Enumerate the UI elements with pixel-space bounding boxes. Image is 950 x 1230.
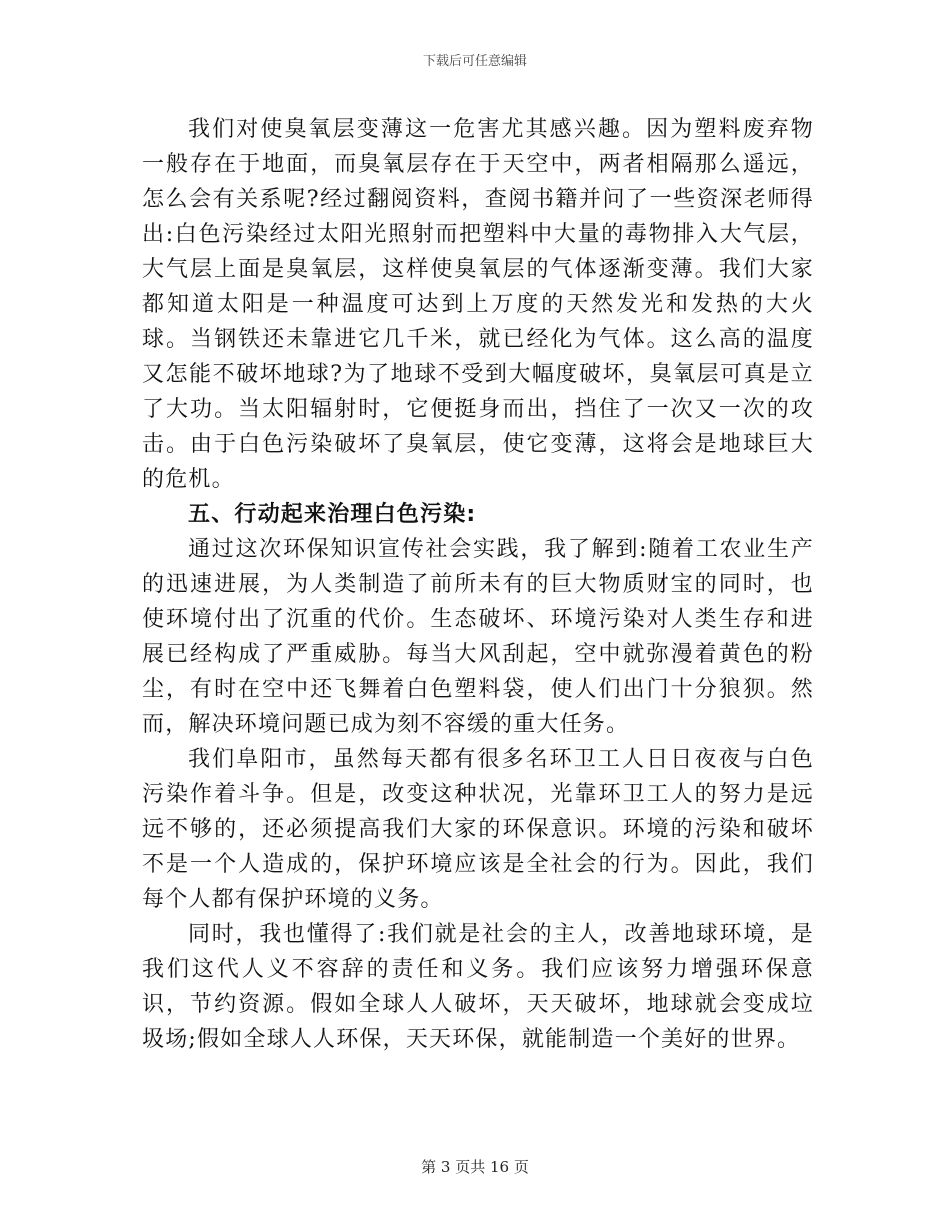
page-footer [0, 1156, 950, 1177]
paragraph-responsibility: 同时，我也懂得了:我们就是社会的主人，改善地球环境，是我们这代人义不容辞的责任和义务。我们应该努力增强环保意识，节约资源。假如全球人人破坏，天天破坏，地球就会变成垃圾场;假如全球人人环保，天天环保，就能制造一个美好的世界。 [142, 922, 814, 1052]
paragraph-fuyang: 我们阜阳市，虽然每天都有很多名环卫工人日日夜夜与白色污染作着斗争。但是，改变这种状况，光靠环卫工人的努力是远远不够的，还必须提高我们大家的环保意识。环境的污染和破坏不是一个人造成的，保护环境应该是全社会的行为。因此，我们每个人都有保护环境的义务。 [142, 747, 814, 912]
section-heading-five: 五、行动起来治理白色污染: [188, 502, 477, 527]
page-number: 第 3 页共 16 页 [421, 1158, 529, 1176]
header-note: 下载后可任意编辑 [422, 54, 527, 69]
page-header [0, 50, 950, 69]
document-body [142, 112, 814, 1057]
paragraph-practice: 通过这次环保知识宣传社会实践，我了解到:随着工农业生产的迅速进展，为人类制造了前所未有的巨大物质财宝的同时，也使环境付出了沉重的代价。生态破坏、环境污染对人类生存和进展已经构成了严重威胁。每当大风刮起，空中就弥漫着黄色的粉尘，有时在空中还飞舞着白色塑料袋，使人们出门十分狼狈。然而，解决环境问题已成为刻不容缓的重大任务。 [142, 537, 814, 737]
paragraph-ozone: 我们对使臭氧层变薄这一危害尤其感兴趣。因为塑料废弃物一般存在于地面，而臭氧层存在于天空中，两者相隔那么遥远，怎么会有关系呢?经过翻阅资料，查阅书籍并问了一些资深老师得出:白色污染经过太阳光照射而把塑料中大量的毒物排入大气层，大气层上面是臭氧层，这样使臭氧层的气体逐渐变薄。我们大家都知道太阳是一种温度可达到上万度的天然发光和发热的大火球。当钢铁还未靠进它几千米，就已经化为气体。这么高的温度又怎能不破坏地球?为了地球不受到大幅度破坏，臭氧层可真是立了大功。当太阳辐射时，它便挺身而出，挡住了一次又一次的攻击。由于白色污染破坏了臭氧层，使它变薄，这将会是地球巨大的危机。 [142, 117, 814, 492]
